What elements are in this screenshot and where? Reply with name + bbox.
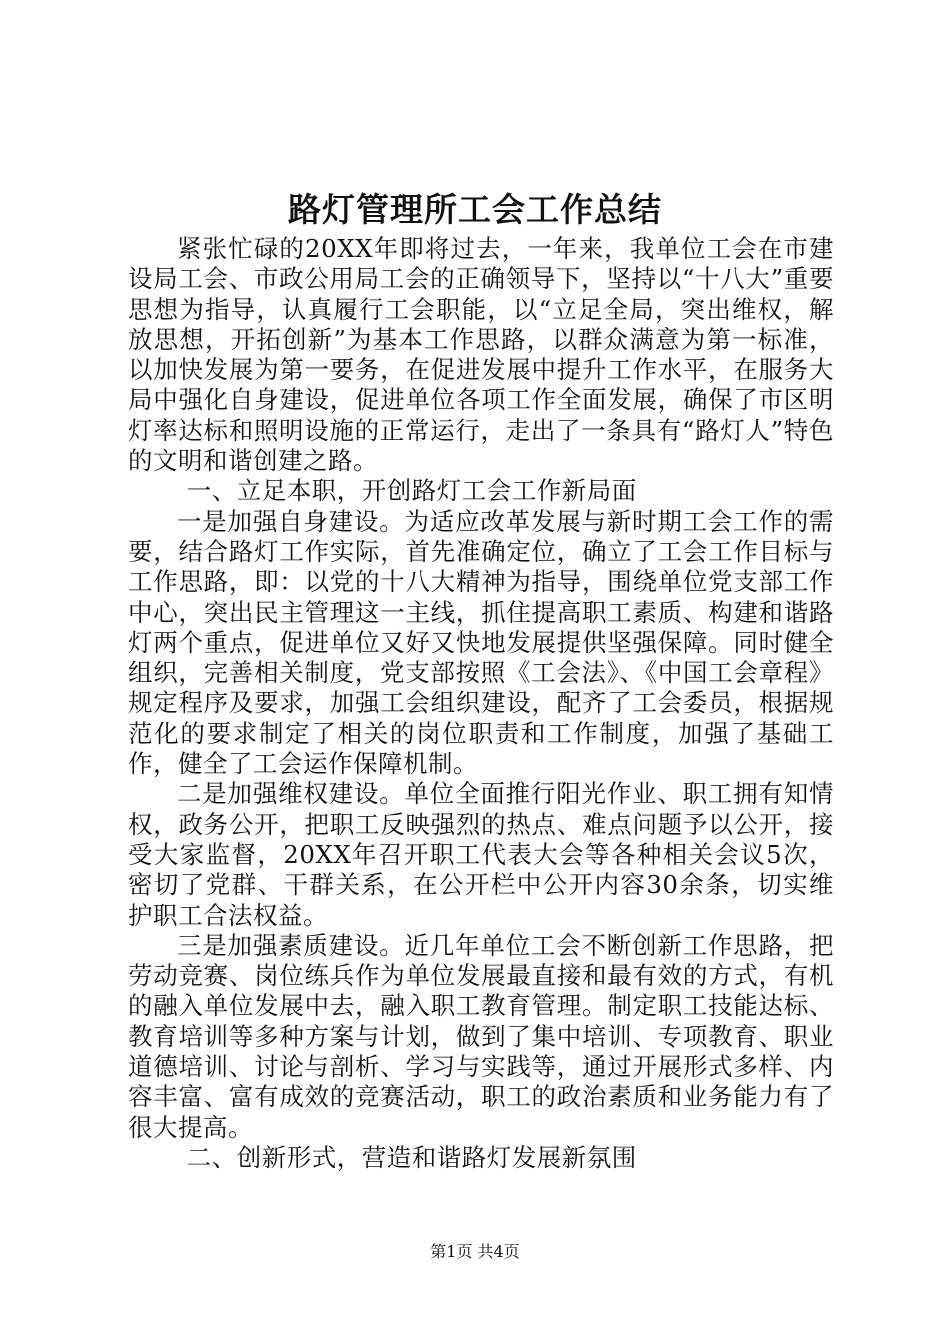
section-heading-1: 一、立足本职，开创路灯工会工作新局面 xyxy=(186,476,637,506)
document-body xyxy=(128,234,834,1173)
paragraph-quality-building: 三是加强素质建设。近几年单位工会不断创新工作思路，把劳动竞赛、岗位练兵作为单位发展最直接和最有效的方式，有机的融入单位发展中去，融入职工教育管理。制定职工技能达标、教育培训等多种方案与计划，做到了集中培训、专项教育、职业道德培训、讨论与剖析、学习与实践等，通过开展形式多样、内容丰富、富有成效的竞赛活动，职工的政治素质和业务能力有了很大提高。 xyxy=(128,930,834,1142)
section-heading-2: 二、创新形式，营造和谐路灯发展新氛围 xyxy=(186,1142,637,1172)
paragraph-self-building: 一是加强自身建设。为适应改革发展与新时期工会工作的需要，结合路灯工作实际，首先准确定位，确立了工会工作目标与工作思路，即：以党的十八大精神为指导，围绕单位党支部工作中心，突出民主管理这一主线，抓住提高职工素质、构建和谐路灯两个重点，促进单位又好又快地发展提供坚强保障。同时健全组织，完善相关制度，党支部按照《工会法》、《中国工会章程》规定程序及要求，加强工会组织建设，配齐了工会委员，根据规范化的要求制定了相关的岗位职责和工作制度，加强了基础工作，健全了工会运作保障机制。 xyxy=(128,506,834,779)
paragraph-rights-building: 二是加强维权建设。单位全面推行阳光作业、职工拥有知情权，政务公开，把职工反映强烈的热点、难点问题予以公开，接受大家监督，20XX年召开职工代表大会等各种相关会议5次，密切了党群、干群关系，在公开栏中公开内容30余条，切实维护职工合法权益。 xyxy=(128,779,834,930)
document-title: 路灯管理所工会工作总结 xyxy=(288,190,662,229)
paragraph-intro: 紧张忙碌的20XX年即将过去，一年来，我单位工会在市建设局工会、市政公用局工会的正确领导下，坚持以“十八大”重要思想为指导，认真履行工会职能，以“立足全局，突出维权，解放思想，开拓创新”为基本工作思路，以群众满意为第一标准，以加快发展为第一要务，在促进发展中提升工作水平，在服务大局中强化自身建设，促进单位各项工作全面发展，确保了市区明灯率达标和照明设施的正常运行，走出了一条具有“路灯人”特色的文明和谐创建之路。 xyxy=(128,234,834,476)
page-number-footer: 第1页 共4页 xyxy=(430,1242,520,1261)
